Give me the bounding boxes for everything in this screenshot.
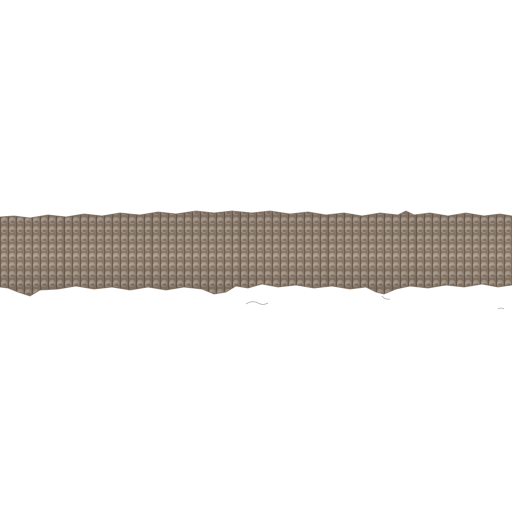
tape-body: [0, 205, 512, 305]
stray-fibers: [246, 296, 504, 309]
